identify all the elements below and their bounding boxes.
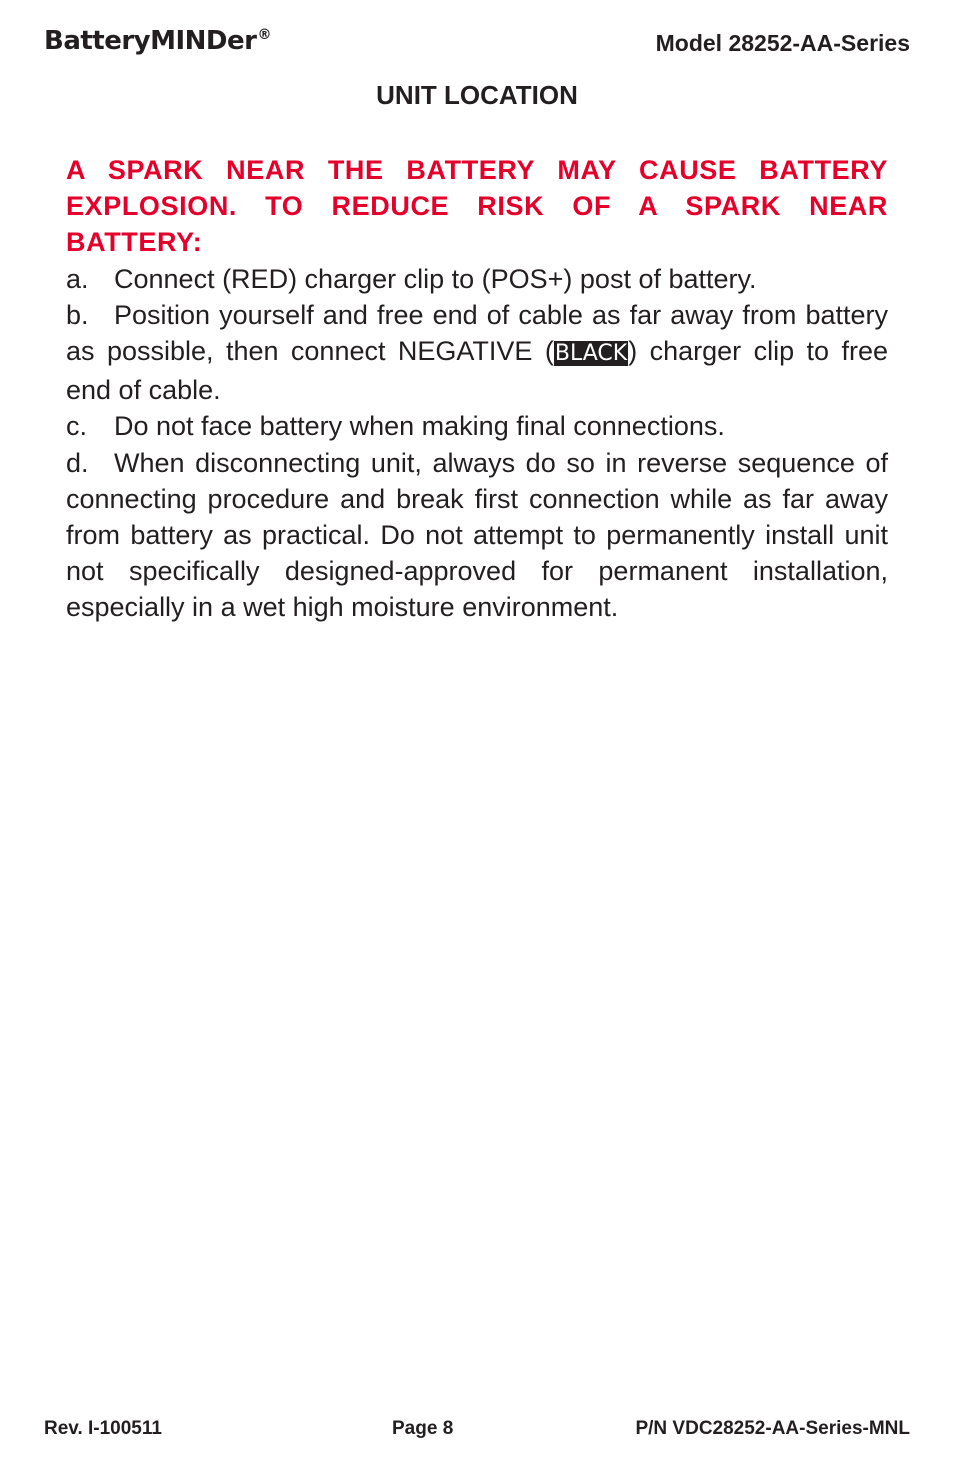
- step-text-before: Position yourself and free end of cable as far away from battery as possible, then connect NEGATIVE (: [66, 299, 888, 367]
- section-title: UNIT LOCATION: [376, 80, 578, 110]
- spark-warning: A SPARK NEAR THE BATTERY MAY CAUSE BATTERY EXPLOSION. TO REDUCE RISK OF A SPARK NEAR BATTERY:: [66, 155, 888, 258]
- step-text-after: ) charger clip to free end of cable.: [66, 336, 889, 406]
- registered-mark: ®: [257, 27, 271, 44]
- footer-part-number: P/N VDC28252-AA-Series-MNL: [635, 1418, 910, 1439]
- step-c: [66, 408, 888, 444]
- step-marker: b.: [66, 299, 89, 330]
- document-body: [66, 152, 888, 626]
- step-text: Do not face battery when making final connections.: [114, 411, 725, 442]
- footer-page-number: Page 8: [392, 1418, 454, 1439]
- step-text: Connect (RED) charger clip to (POS+) post of battery.: [114, 263, 757, 294]
- step-text: When disconnecting unit, always do so in reverse sequence of connecting procedure and break first connection while as far away from battery as practical. Do not attempt to permanently install unit not specifically designed-approved for permanent installation, especially in a wet high moisture environment.: [66, 447, 888, 623]
- step-b: [66, 297, 888, 409]
- footer-revision: Rev. I-100511: [44, 1418, 162, 1439]
- brand-name: BatteryMINDer: [44, 26, 257, 56]
- step-d: [66, 445, 888, 626]
- step-a: [66, 261, 888, 297]
- model-number: Model 28252-AA-Series: [655, 30, 910, 56]
- black-highlight: BLACK: [554, 341, 628, 367]
- step-marker: a.: [66, 263, 89, 294]
- brand-logo: [44, 26, 271, 56]
- step-marker: d.: [66, 447, 89, 478]
- step-marker: c.: [66, 411, 88, 442]
